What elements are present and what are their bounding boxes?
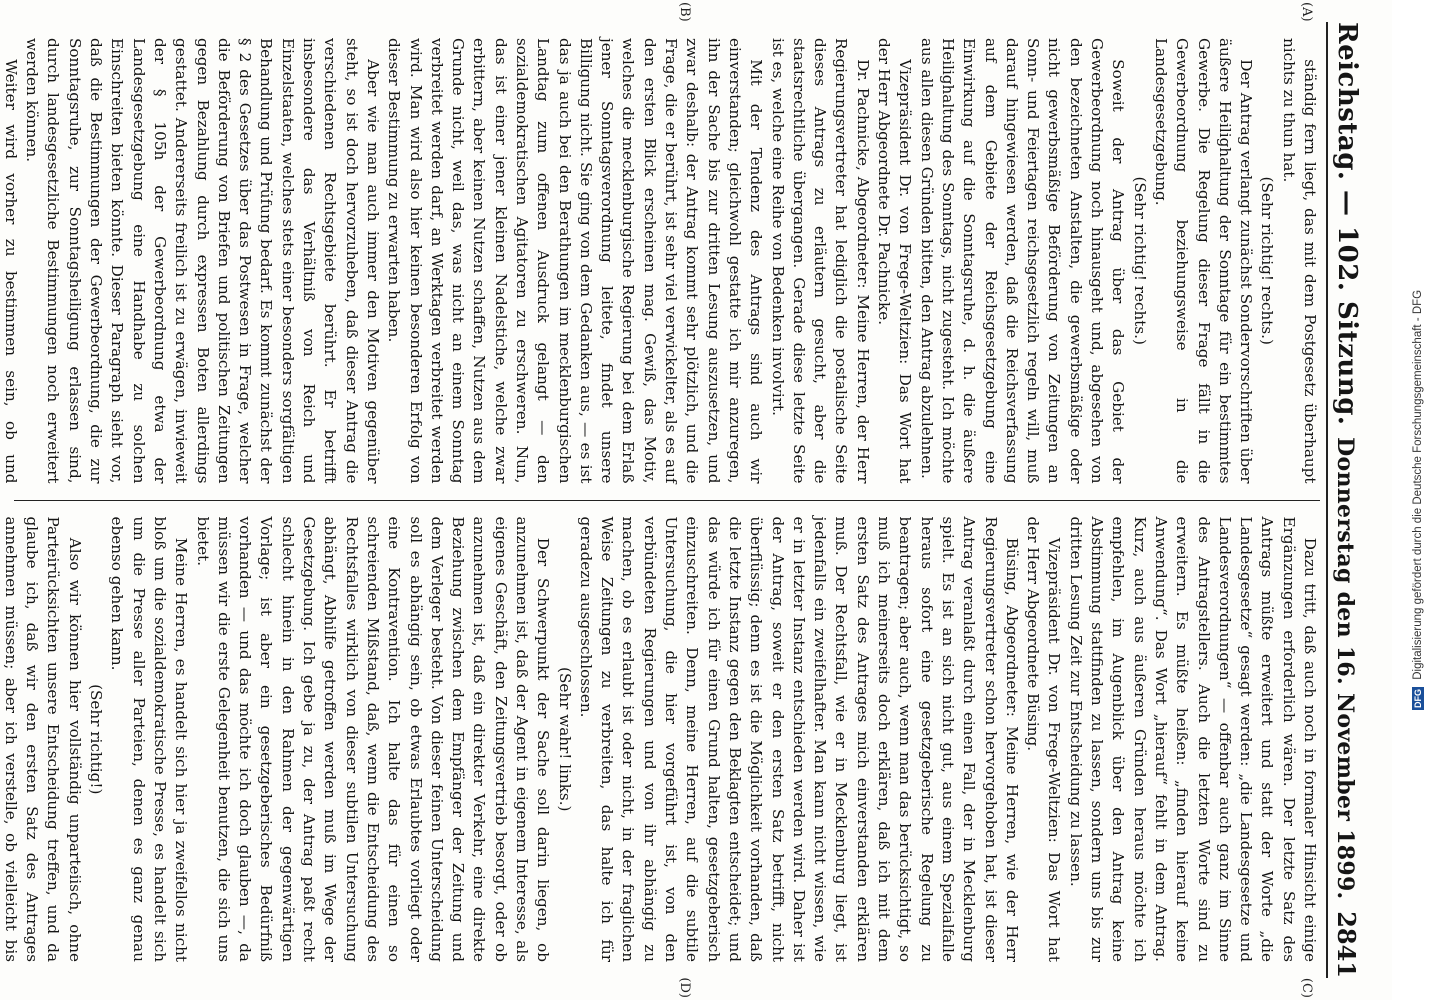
dfg-logo: DFG	[1413, 689, 1423, 708]
paragraph: Weiter wird vorher zu bestimmen sein, ob und	[1, 59, 20, 484]
paragraph: Büsing, Abgeordneter: Meine Herren, wie der Herr Regierungsvertreter schon hervorgehoben hat, ist dieser Antrag veranlaßt durch einen Fall, der in Mecklenburg spielt. Es ist an sich nicht gut, aus einem Spezialfalle heraus sofort eine gesetzgeberische Regelung zu beantragen; aber auch, wenn man das berücksichtigt, so muß ich meinerseits doch erklären, daß ich mit dem ersten Satz des Antrages mich einverstanden erklären muß. Der Rechtsfall, wie er in Mecklenburg liegt, ist jedenfalls ein zweifelhafter. Man kann nicht wissen, wie er in letzter Instanz entschieden werden wird. Daher ist der Antrag, soweit er den ersten Satz betrifft, nicht überflüssig; denn es ist die Möglichkeit vorhanden, daß die letzte Instanz gegen den Beklagten entscheidet; und das würde ich für einen Grund halten, gesetzgeberisch einzuschreiten. Denn, meine Herren, auf die subtile Untersuchung, die hier vorgeführt ist, von den verbündeten Regierungen und von ihr abhängig zu machen, ob es erlaubt ist oder nicht, in der fraglichen Weise Zeitungen zu verbreiten, das halte ich für geradezu ausgeschlossen.	[576, 516, 1021, 962]
paragraph: Dazu tritt, daß auch noch in formaler Hinsicht einige Ergänzungen erforderlich wären. Der letzte Satz des Antrags müßte erweitert und statt der Worte „die Landesgesetze“ gesagt werden: „die Landesgesetze und Landesverordnungen“ — offenbar auch ganz im Sinne des Antragstellers. Auch die letzten Worte sind zu erweitern. Es müßte heißen: „finden hierauf keine Anwendung“. Das Wort „hierauf“ fehlt in dem Antrag. Kurz, auch aus äußeren Gründen heraus möchte ich empfehlen, im Augenblick über den Antrag keine Abstimmung stattfinden zu lassen, sondern uns bis zur dritten Lesung Zeit zur Entscheidung zu lassen.	[1066, 516, 1319, 962]
paragraph: Meine Herren, es handelt sich hier ja zweifellos nicht bloß um die sozialdemokratische Presse, es handelt sich um die Presse aller Parteien, denen es ganz genau ebenso gehen kann.	[108, 516, 191, 962]
paragraph: Der Antrag verlangt zunächst Sondervorschriften über äußere Heilighaltung der Sonntage für ein bestimmtes Gewerbe. Die Regelung dieser Frage fällt in die Gewerbeordnung beziehungsweise in die Landesgesetzgebung.	[1151, 38, 1256, 484]
paragraph: Vizepräsident Dr. von Frege-Weltzien: Das Wort hat der Herr Abgeordnete Büsing.	[1024, 516, 1064, 962]
paragraph: (Sehr richtig! rechts.)	[1258, 176, 1277, 345]
text-columns	[1, 22, 1320, 978]
paragraph: Also wir können hier vollständig unparteiisch, ohne Parteirücksichten unsere Entscheidung treffen, und da glaube ich, daß wir den ersten Satz des Antrages annehmen müssen; aber ich verstelle, ob vielleicht bis	[1, 516, 84, 962]
credit-text: Digitalisierung gefördert durch die Deutsche Forschungsgemeinschaft - DFG	[1412, 289, 1424, 680]
margin-marker-d: (D)	[677, 977, 692, 998]
paragraph: Vizepräsident Dr. von Frege-Weltzien: Das Wort hat der Herr Abgeordnete Dr. Pachnicke.	[875, 38, 915, 484]
paragraph: Aber wie man auch immer den Motiven gegenüber steht, so ist doch hervorzuheben, daß dieser Antrag die verschiedenen Rechtsgebiete berührt. Er betrifft insbesondere das Verhältniß von Reich und Einzelstaaten, welches stets einer besonders sorgfältigen Behandlung und Prüfung bedarf. Es kommt zunächst der § 2 des Gesetzes über das Postwesen in Frage, welcher die Beförderung von Briefen und politischen Zeitungen gegen Bezahlung durch expressen Boten allerdings gestattet. Andererseits freilich ist zu erwägen, inwieweit der § 105h der Gewerbeordnung etwa der Landesgesetzgebung eine Handhabe zu solchen Einschreiten bieten könnte. Dieser Paragraph sieht vor, daß die Bestimmungen der Gewerbeordnung, die zur Sonntagsruhe, zur Sonntagsheiligung erlassen sind, durch landesgesetzliche Bestimmungen noch erweitert werden können.	[23, 38, 382, 484]
page-number: 2841	[1332, 911, 1361, 978]
header-date: Donnerstag den 16. November 1899.	[1332, 437, 1358, 900]
header-session: Reichstag. — 102. Sitzung.	[1332, 22, 1362, 426]
digitization-credit	[1412, 10, 1430, 710]
paragraph: Der Schwerpunkt der Sache soll darin liegen, ob anzunehmen ist, daß der Agent in eigenem Interesse, als eigenes Geschäft, den Zeitungsvertrieb besorgt, oder ob anzunehmen ist, daß ein direkter Verkehr, eine direkte Beziehung zwischen dem Empfänger der Zeitung und dem Verleger besteht. Von dieser feinen Unterscheidung soll es abhängig sein, ob etwas Erlaubtes vorliegt oder eine Kontravention. Ich halte das für einen so schreienden Mißstand, daß, wenn die Entscheidung des Rechtsfalles wirklich von dieser subtilen Untersuchung abhängt, Abhilfe getroffen werden muß im Wege der Gesetzgebung. Ich gebe ja zu, der Antrag paßt recht schlecht hinein in den Rahmen der gegenwärtigen Vorlage; ist aber ein gesetzgeberisches Bedürfniß vorhanden — und das möchte ich doch glauben —, da müssen wir die erste Gelegenheit benutzen, die sich uns bietet.	[193, 516, 553, 962]
paragraph: Soweit der Antrag über das Gebiet der Gewerbeordnung noch hinausgeht und, abgesehen von den bezeichneten Anstalten, die gewerbsmäßige oder nicht gewerbsmäßige Beförderung von Zeitungen an Sonn- und Feiertagen reichsgesetzlich regeln will, muß darauf hingewiesen werden, daß die Reichsverfassung auf dem Gebiete der Reichsgesetzgebung eine Einwirkung auf die Sonntagsruhe, d. h. die äußere Heilighaltung des Sonntags, nicht zugesteht. Ich möchte aus allen diesen Gründen bitten, den Antrag abzulehnen.	[917, 38, 1128, 484]
margin-marker-a: (A)	[1299, 2, 1314, 22]
left-column	[1, 22, 1320, 500]
paragraph: (Sehr richtig!)	[87, 684, 106, 795]
paragraph: Mit der Tendenz des Antrags sind auch wir einverstanden; gleichwohl gestatte ich mir anzuregen, ihn der Sache bis zur dritten Lesung auszusetzen, und zwar deshalb: der Antrag kommt sehr plötzlich, und die Frage, die er berührt, ist sehr viel verwickelter, als es auf den ersten Blick erscheinen mag. Gewiß, das Motiv, welches die mecklenburgische Regierung bei dem Erlaß jener Sonntagsverordnung leitete, findet unsere Billigung nicht. Sie ging von dem Gedanken aus, — es ist das ja auch bei den Berathungen im mecklenburgischen Landtag zum offenen Ausdruck gelangt — den sozialdemokratischen Agitatoren zu erschweren. Nun, das ist einer jener kleinen Nadelstiche, welche zwar erbittern, aber keinen Nutzen schaffen, Nutzen aus dem Grunde nicht, weil das, was nicht an einem Sonntag verbreitet werden darf, an Werktagen verbreitet werden wird. Man wird also hier keinen besonderen Erfolg von dieser Bestimmung zu erwarten haben.	[385, 38, 766, 484]
page-header	[1326, 22, 1378, 978]
margin-marker-c: (C)	[1299, 977, 1314, 998]
paragraph: (Sehr richtig! rechts.)	[1130, 176, 1149, 345]
margin-marker-b: (B)	[677, 2, 692, 22]
right-column	[1, 500, 1320, 979]
paragraph: Dr. Pachnicke, Abgeordneter: Meine Herren, der Herr Regierungsvertreter hat lediglich die postalische Seite dieses Antrags zu erläutern gesucht, aber die staatsrechtliche übergangen. Gerade diese letzte Seite ist es, welche eine Reihe von Bedenken involvirt.	[768, 38, 872, 484]
paragraph: (Sehr wahr! links.)	[555, 667, 574, 812]
paragraph: ständig fern liegt, das mit dem Postgesetz überhaupt nichts zu thun hat.	[1279, 38, 1319, 484]
